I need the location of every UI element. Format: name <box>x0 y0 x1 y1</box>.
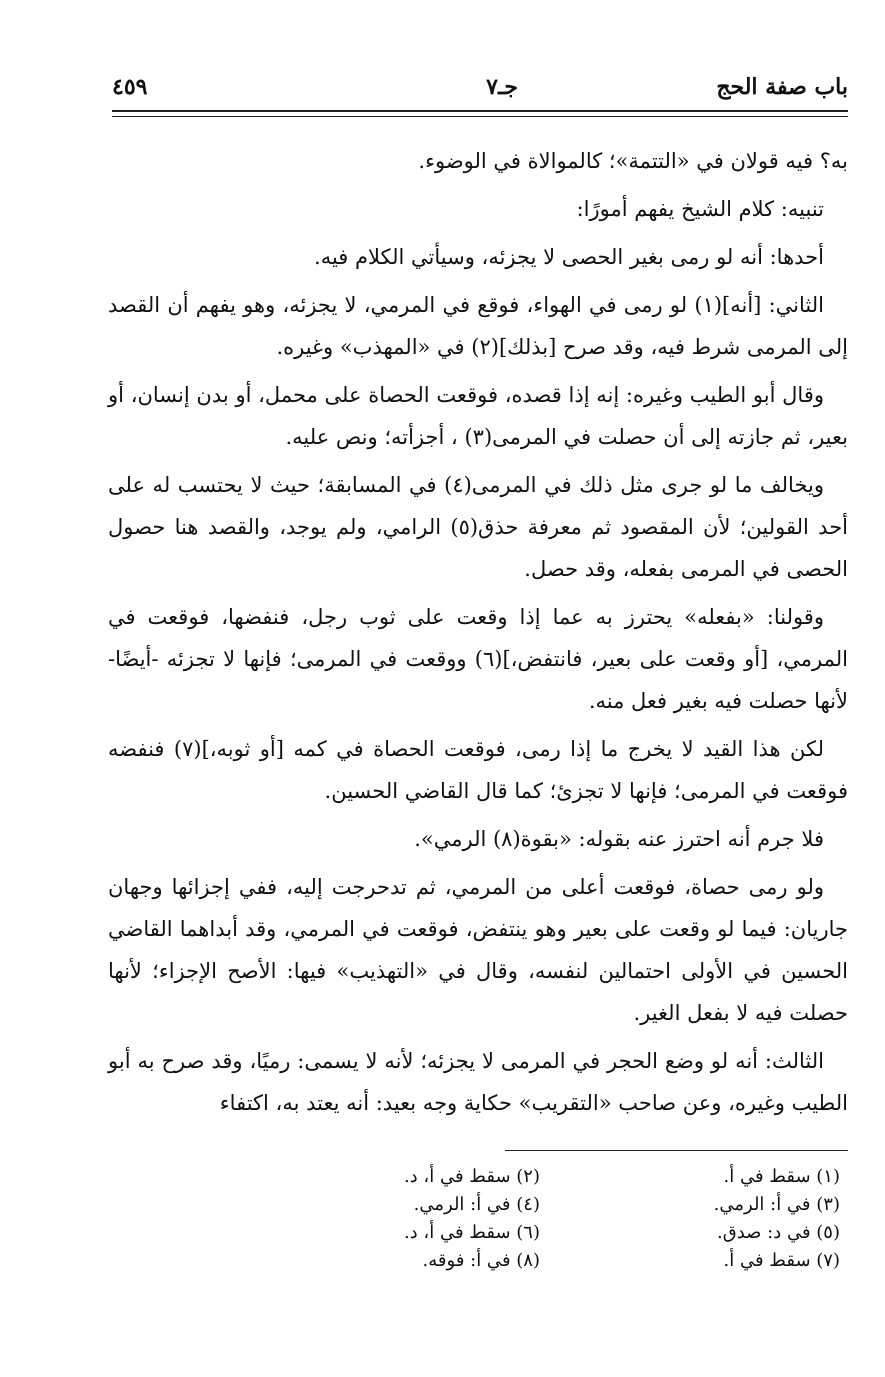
paragraph: به؟ فيه قولان في «التتمة»؛ كالموالاة في الوضوء. <box>418 149 848 173</box>
footnote: (٦) سقط في أ، د. <box>403 1222 540 1243</box>
footnote: (٢) سقط في أ، د. <box>403 1166 540 1187</box>
page-number: ٤٥٩ <box>112 74 148 100</box>
footnote: (٣) في أ: الرمي. <box>713 1194 840 1215</box>
paragraph: أحدها: أنه لو رمى بغير الحصى لا يجزئه، وسيأتي الكلام فيه. <box>314 245 824 269</box>
footnote: (٧) سقط في أ. <box>723 1250 840 1271</box>
footnote: (٥) في د: صدق. <box>717 1222 840 1243</box>
paragraph: لكن هذا القيد لا يخرج ما إذا رمى، فوقعت الحصاة في كمه [أو ثوبه،](٧) فنفضه فوقعت في المرمى؛ فإنها لا تجزئ؛ كما قال القاضي الحسين. <box>108 737 848 803</box>
main-text <box>108 140 848 1130</box>
paragraph: تنبيه: كلام الشيخ يفهم أمورًا: <box>576 197 824 221</box>
footnote: (٨) في أ: فوقه. <box>422 1250 540 1271</box>
paragraph: وقولنا: «بفعله» يحترز به عما إذا وقعت على ثوب رجل، فنفضها، فوقعت في المرمي، [أو وقعت على بعير، فانتفض،](٦) ووقعت في المرمى؛ فإنها لا تجزئه -أيضًا- لأنها حصلت فيه بغير فعل منه. <box>108 605 848 713</box>
volume-label: جـ٧ <box>486 74 518 100</box>
footnote: (١) سقط في أ. <box>723 1166 840 1187</box>
paragraph: ولو رمى حصاة، فوقعت أعلى من المرمي، ثم تدحرجت إليه، ففي إجزائها وجهان جاريان: فيما لو وقعت على بعير وهو ينتفض، فوقعت في المرمي، وقد أبداهما القاضي الحسين في الأولى احتمالين لنفسه، وقال في «التهذيب» فيها: الأصح الإجزاء؛ لأنها حصلت فيه لا بفعل الغير. <box>108 875 848 1025</box>
chapter-title: باب صفة الحج <box>716 74 848 100</box>
paragraph: الثالث: أنه لو وضع الحجر في المرمى لا يجزئه؛ لأنه لا يسمى: رميًا، وقد صرح به أبو الطيب وغيره، وعن صاحب «التقريب» حكاية وجه بعيد: أنه يعتد به، اكتفاء <box>108 1049 848 1115</box>
paragraph: الثاني: [أنه](١) لو رمى في الهواء، فوقع في المرمي، لا يجزئه، وهو يفهم أن القصد إلى المرمى شرط فيه، وقد صرح [بذلك](٢) في «المهذب» وغيره. <box>108 293 848 359</box>
footnotes-right-column <box>580 1163 840 1275</box>
header-rule-thin <box>112 116 848 117</box>
paragraph: ويخالف ما لو جرى مثل ذلك في المرمى(٤) في المسابقة؛ حيث لا يحتسب له على أحد القولين؛ لأن المقصود ثم معرفة حذق(٥) الرامي، ولم يوجد، والقصد هنا حصول الحصى في المرمى بفعله، وقد حصل. <box>108 473 849 581</box>
paragraph: فلا جرم أنه احترز عنه بقوله: «بقوة(٨) الرمي». <box>414 827 824 851</box>
footnotes-left-column <box>280 1163 540 1275</box>
paragraph: وقال أبو الطيب وغيره: إنه إذا قصده، فوقعت الحصاة على محمل، أو بدن إنسان، أو بعير، ثم جازته إلى أن حصلت في المرمى(٣) ، أجزأته؛ ونص عليه. <box>108 383 848 449</box>
header-rule <box>112 110 848 112</box>
footnote-separator <box>505 1150 848 1151</box>
running-header <box>112 70 848 110</box>
footnote: (٤) في أ: الرمي. <box>413 1194 540 1215</box>
